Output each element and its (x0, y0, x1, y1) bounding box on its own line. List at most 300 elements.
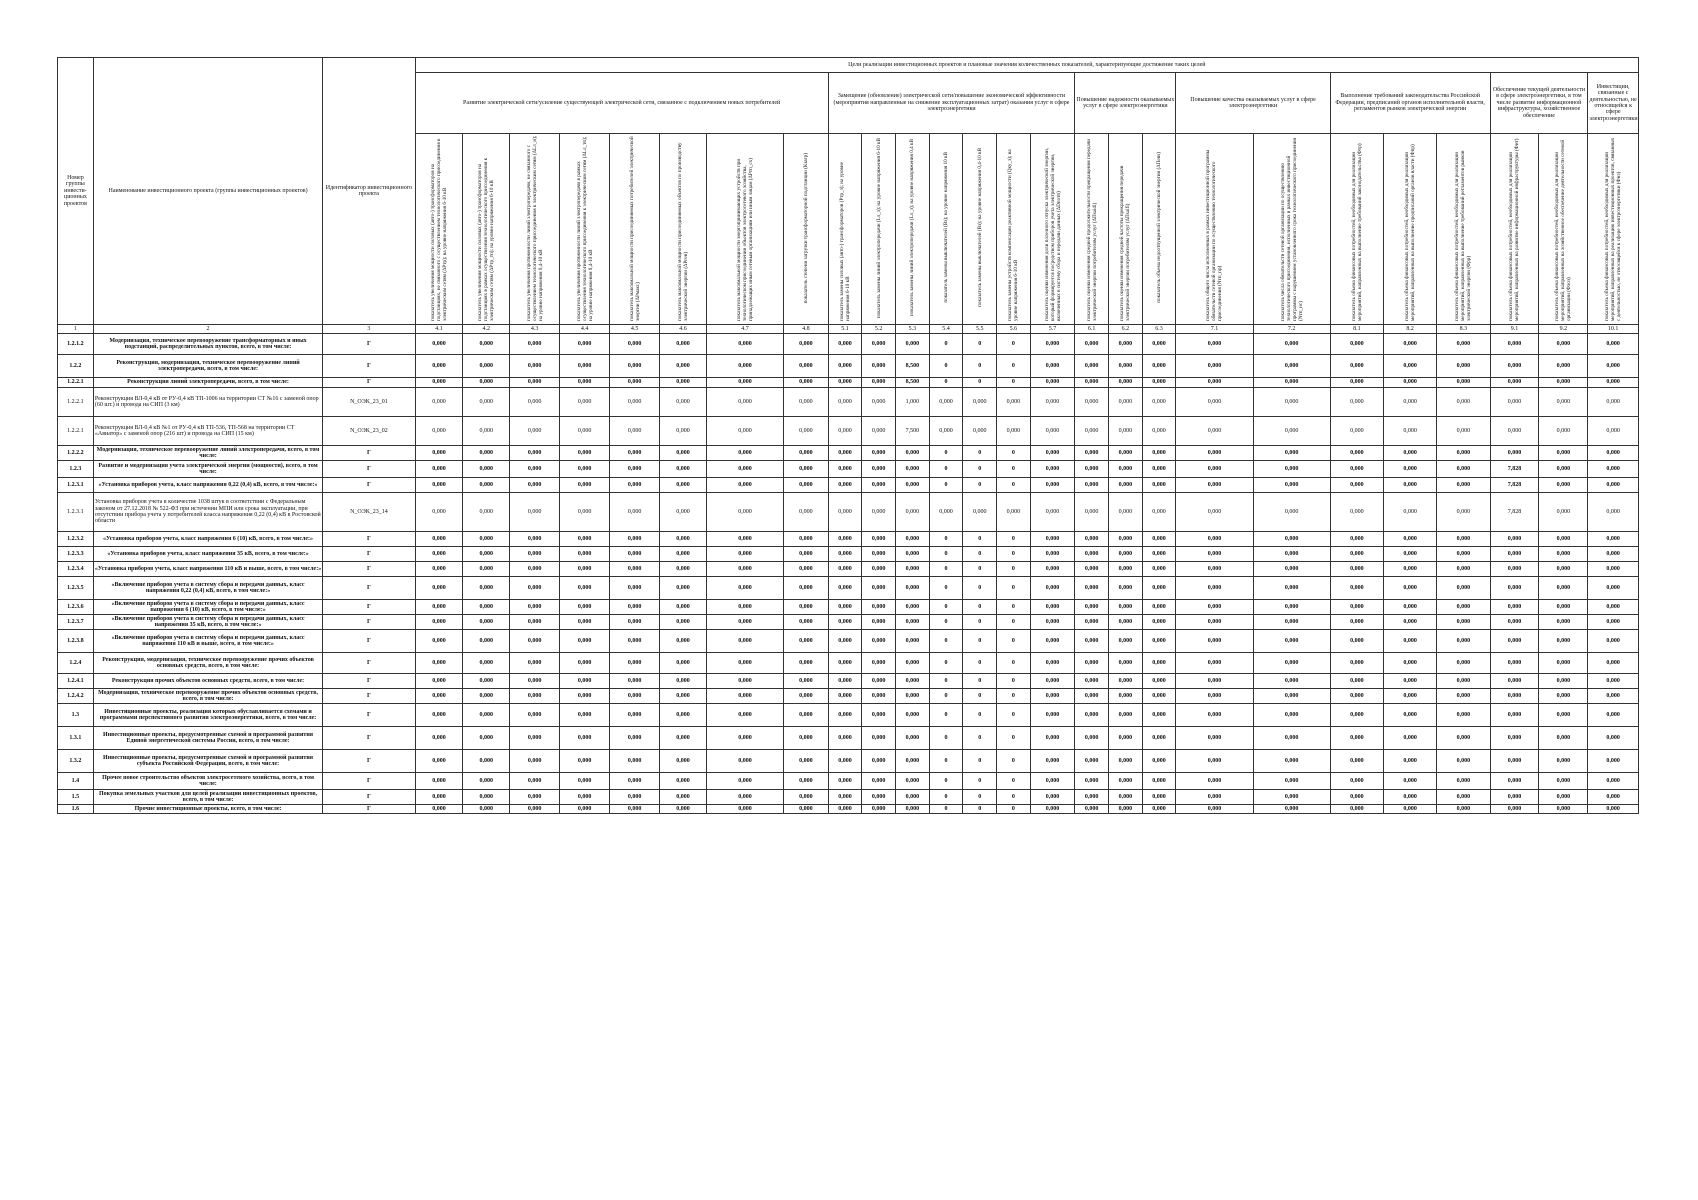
indicator-value: 0 (929, 600, 963, 615)
row-project-id: Г (323, 334, 415, 355)
indicator-value: 0,000 (1176, 653, 1253, 674)
indicator-value: 0 (929, 750, 963, 773)
column-number: 2 (93, 325, 322, 334)
indicator-value: 0,000 (660, 727, 707, 750)
header-indicator (997, 134, 1031, 325)
indicator-value: 0 (963, 446, 997, 461)
indicator-value: 0,000 (862, 577, 896, 600)
indicator-value: 0,000 (1109, 674, 1143, 689)
indicator-value: 0,000 (560, 727, 610, 750)
indicator-value: 8,500 (896, 378, 930, 388)
indicator-value: 0,000 (1539, 577, 1588, 600)
indicator-value: 0,000 (1539, 727, 1588, 750)
indicator-value: 0,000 (610, 446, 660, 461)
indicator-value: 0,000 (706, 704, 783, 727)
indicator-value: 0,000 (784, 630, 829, 653)
column-number: 5.2 (862, 325, 896, 334)
indicator-value: 0,000 (415, 750, 463, 773)
indicator-value: 0,000 (1030, 461, 1075, 478)
indicator-value: 0,000 (1330, 446, 1383, 461)
indicator-value: 0,000 (1109, 388, 1143, 417)
indicator-value: 0,000 (929, 417, 963, 446)
indicator-value: 0,000 (862, 773, 896, 790)
indicator-value: 0,000 (1588, 674, 1639, 689)
indicator-value: 0,000 (463, 674, 510, 689)
indicator-value: 0,000 (1253, 461, 1330, 478)
indicator-value: 0,000 (784, 355, 829, 378)
indicator-value: 0,000 (1142, 446, 1176, 461)
indicator-value: 0,000 (610, 334, 660, 355)
table-row (58, 547, 1639, 562)
indicator-value: 0 (929, 547, 963, 562)
row-project-id: Г (323, 727, 415, 750)
indicator-value: 0,000 (1384, 355, 1437, 378)
indicator-value: 0,000 (1142, 689, 1176, 704)
indicator-value: 0,000 (1253, 704, 1330, 727)
indicator-value: 0,000 (828, 478, 862, 493)
indicator-value: 0,000 (828, 446, 862, 461)
indicator-value: 0,000 (1176, 773, 1253, 790)
indicator-value: 0,000 (1490, 446, 1539, 461)
indicator-value: 0,000 (560, 630, 610, 653)
indicator-value: 0,000 (1588, 750, 1639, 773)
row-project-name: Инвестиционные проекты, предусмотренные схемой и программой развития Единой энергетической системы России, всего, в том числе: (93, 727, 322, 750)
indicator-label: показатель замены выключателей (Вз); на уровне напряжения 0,4-10 кВ (976, 148, 983, 308)
indicator-value: 0,000 (706, 461, 783, 478)
column-number: 8.3 (1437, 325, 1490, 334)
indicator-value: 0,000 (1075, 417, 1109, 446)
row-number: 1.2.3.4 (58, 562, 94, 577)
indicator-value: 0,000 (1109, 532, 1143, 547)
indicator-value: 0,000 (1437, 388, 1490, 417)
column-number: 4.6 (660, 325, 707, 334)
indicator-value: 0,000 (784, 773, 829, 790)
indicator-value: 0 (963, 653, 997, 674)
indicator-value: 0,000 (1142, 388, 1176, 417)
column-number: 5.5 (963, 325, 997, 334)
indicator-value: 0,000 (415, 378, 463, 388)
indicator-value: 0,000 (510, 378, 560, 388)
indicator-value: 0,000 (660, 532, 707, 547)
table-row (58, 493, 1639, 532)
indicator-value: 0,000 (784, 727, 829, 750)
indicator-value: 0,000 (1437, 547, 1490, 562)
indicator-value: 0,000 (828, 461, 862, 478)
indicator-value: 0,000 (560, 750, 610, 773)
indicator-value: 0,000 (784, 478, 829, 493)
row-project-name: «Включение приборов учета в систему сбора и передачи данных, класс напряжения 110 кВ и выше, всего, в том числе:» (93, 630, 322, 653)
table-row (58, 378, 1639, 388)
indicator-value: 0,000 (1075, 378, 1109, 388)
row-number: 1.6 (58, 805, 94, 814)
indicator-value: 0,000 (1588, 630, 1639, 653)
indicator-value: 0,000 (706, 334, 783, 355)
indicator-value: 0,000 (1588, 562, 1639, 577)
indicator-label: показатель степени загрузки трансформаторной подстанции (Кзагр) (802, 152, 809, 303)
row-project-id: Г (323, 461, 415, 478)
row-number: 1.2.1.2 (58, 334, 94, 355)
indicator-value: 0,000 (1437, 615, 1490, 630)
indicator-value: 0,000 (1142, 478, 1176, 493)
indicator-value: 0,000 (1030, 630, 1075, 653)
indicator-value: 0,000 (1253, 334, 1330, 355)
indicator-value: 0,000 (828, 653, 862, 674)
indicator-value: 0,000 (862, 600, 896, 615)
indicator-value: 0,000 (1384, 790, 1437, 805)
row-project-id: Г (323, 805, 415, 814)
indicator-value: 0,000 (463, 773, 510, 790)
indicator-value: 0,000 (1437, 600, 1490, 615)
indicator-value: 0,000 (1109, 562, 1143, 577)
indicator-value: 0,000 (1490, 388, 1539, 417)
row-project-name: «Включение приборов учета в систему сбора и передачи данных, класс напряжения 0,22 (0,4) кВ, всего, в том числе:» (93, 577, 322, 600)
row-number: 1.2.2.1 (58, 378, 94, 388)
indicator-value: 0,000 (1176, 461, 1253, 478)
indicator-value: 0,000 (1030, 805, 1075, 814)
indicator-value: 0,000 (1330, 727, 1383, 750)
indicator-value: 0,000 (510, 653, 560, 674)
indicator-value: 0,000 (560, 577, 610, 600)
indicator-value: 0,000 (706, 417, 783, 446)
indicator-value: 0,000 (1142, 653, 1176, 674)
indicator-value: 0,000 (1384, 600, 1437, 615)
header-indicator (1330, 134, 1383, 325)
indicator-value: 0,000 (1075, 653, 1109, 674)
indicator-value: 0,000 (415, 562, 463, 577)
indicator-value: 0 (929, 562, 963, 577)
header-indicator (610, 134, 660, 325)
indicator-value: 0,000 (1109, 378, 1143, 388)
row-project-id: Г (323, 653, 415, 674)
indicator-value: 0,000 (1588, 446, 1639, 461)
indicator-value: 0,000 (862, 674, 896, 689)
indicator-value: 0,000 (862, 378, 896, 388)
row-number: 1.2.2.2 (58, 446, 94, 461)
indicator-value: 0,000 (1030, 355, 1075, 378)
indicator-value: 0,000 (510, 461, 560, 478)
indicator-value: 0,000 (1588, 388, 1639, 417)
indicator-value: 0,000 (1490, 547, 1539, 562)
indicator-value: 0 (997, 334, 1031, 355)
indicator-value: 0 (963, 461, 997, 478)
indicator-value: 0,000 (610, 805, 660, 814)
indicator-value: 0,000 (1588, 547, 1639, 562)
indicator-value: 0,000 (1490, 773, 1539, 790)
indicator-value: 0,000 (1253, 355, 1330, 378)
header-indicator (1490, 134, 1539, 325)
indicator-value: 0,000 (560, 388, 610, 417)
indicator-value: 0,000 (1030, 750, 1075, 773)
indicator-value: 0,000 (1176, 388, 1253, 417)
indicator-value: 0,000 (828, 773, 862, 790)
indicator-value: 0,000 (610, 493, 660, 532)
header-indicator (862, 134, 896, 325)
indicator-value: 0,000 (862, 750, 896, 773)
row-project-id: Г (323, 790, 415, 805)
indicator-value: 0 (929, 334, 963, 355)
indicator-value: 0,000 (1109, 727, 1143, 750)
indicator-value: 0 (929, 790, 963, 805)
column-number: 8.1 (1330, 325, 1383, 334)
indicator-value: 0,000 (560, 653, 610, 674)
indicator-value: 0,000 (1030, 689, 1075, 704)
indicator-value: 0 (997, 478, 1031, 493)
indicator-value: 0,000 (828, 630, 862, 653)
indicator-value: 0,000 (862, 547, 896, 562)
indicator-value: 0,000 (1253, 417, 1330, 446)
indicator-value: 0,000 (510, 790, 560, 805)
indicator-value: 0 (997, 689, 1031, 704)
indicator-value: 0,000 (1176, 532, 1253, 547)
indicator-value: 0,000 (660, 461, 707, 478)
indicator-value: 0,000 (1539, 461, 1588, 478)
indicator-value: 0,000 (1539, 547, 1588, 562)
indicator-value: 0,000 (560, 461, 610, 478)
indicator-value: 0,000 (784, 532, 829, 547)
indicator-value: 0,000 (1075, 562, 1109, 577)
header-goal-group: Выполнение требований законодательства Российской Федерации, предписаний органов исполнительной власти, регламентов рынков электрической энергии (1330, 73, 1490, 134)
indicator-value: 0,000 (660, 790, 707, 805)
indicator-value: 0,000 (660, 355, 707, 378)
indicator-value: 0,000 (1437, 704, 1490, 727)
indicator-value: 0,000 (610, 750, 660, 773)
indicator-value: 0,000 (415, 805, 463, 814)
row-number: 1.4 (58, 773, 94, 790)
indicator-value: 0,000 (706, 805, 783, 814)
indicator-value: 0,000 (862, 355, 896, 378)
indicator-value: 0,000 (610, 674, 660, 689)
indicator-value: 0,000 (1075, 532, 1109, 547)
table-row (58, 630, 1639, 653)
indicator-value: 0,000 (1384, 547, 1437, 562)
indicator-value: 0,000 (1253, 653, 1330, 674)
indicator-value: 0,000 (660, 446, 707, 461)
indicator-value: 0,000 (1588, 577, 1639, 600)
indicator-value: 0,000 (1330, 388, 1383, 417)
indicator-value: 0,000 (1030, 674, 1075, 689)
column-number: 10.1 (1588, 325, 1639, 334)
indicator-value: 0,000 (1384, 461, 1437, 478)
indicator-value: 0,000 (1437, 478, 1490, 493)
indicator-value: 0,000 (1109, 417, 1143, 446)
row-number: 1.2.3.2 (58, 532, 94, 547)
indicator-value: 0,000 (1142, 790, 1176, 805)
indicator-value: 0,000 (1075, 478, 1109, 493)
indicator-value: 0,000 (896, 600, 930, 615)
header-project-id: Идентификатор инвестиционного проекта (323, 58, 415, 325)
indicator-value: 0,000 (1142, 334, 1176, 355)
indicator-value: 0,000 (1330, 600, 1383, 615)
indicator-value: 0,000 (1253, 805, 1330, 814)
indicator-value: 0,000 (1539, 417, 1588, 446)
indicator-value: 0,000 (1539, 378, 1588, 388)
indicator-value: 0,000 (463, 630, 510, 653)
indicator-value: 0,000 (1109, 355, 1143, 378)
indicator-value: 0,000 (896, 630, 930, 653)
indicator-value: 0 (963, 615, 997, 630)
indicator-value: 0,000 (784, 577, 829, 600)
indicator-label: показатель объема финансовых потребностей, необходимых для реализации мероприятий, направленных на хозяйственное обеспечение деятельности сетевой организации (Фхоз) (1554, 139, 1573, 321)
indicator-value: 0,000 (1330, 532, 1383, 547)
indicator-value: 0,000 (560, 674, 610, 689)
indicator-value: 0,000 (560, 790, 610, 805)
indicator-value: 0,000 (896, 532, 930, 547)
row-project-name: Реконструкция ВЛ-0,4 кВ №1 от РУ-0,4 кВ ТП-536, ТП-568 на территории СТ «Авиатор» с заменой опор (216 шт) и провода на СИП (15 км) (93, 417, 322, 446)
indicator-value: 0,000 (1490, 790, 1539, 805)
indicator-value: 0,000 (896, 674, 930, 689)
indicator-label: показатель объема недоотпущенной электрической энергии (ΔПens) (1156, 152, 1163, 304)
indicator-value: 0,000 (1176, 493, 1253, 532)
indicator-value: 0,000 (1030, 727, 1075, 750)
indicator-value: 0,000 (415, 446, 463, 461)
indicator-value: 0,000 (1490, 727, 1539, 750)
indicator-value: 0,000 (1109, 547, 1143, 562)
indicator-value: 0,000 (784, 615, 829, 630)
indicator-value: 0,000 (1253, 378, 1330, 388)
indicator-value: 0,000 (415, 630, 463, 653)
indicator-value: 7,828 (1490, 461, 1539, 478)
indicator-value: 0 (963, 689, 997, 704)
table-row (58, 689, 1639, 704)
indicator-value: 0,000 (510, 493, 560, 532)
indicator-value: 0,000 (560, 805, 610, 814)
indicator-value: 0 (929, 378, 963, 388)
indicator-value: 0,000 (1384, 388, 1437, 417)
row-project-id: Г (323, 378, 415, 388)
indicator-value: 0,000 (1142, 461, 1176, 478)
indicator-value: 0,000 (415, 478, 463, 493)
indicator-value: 0,000 (1330, 630, 1383, 653)
indicator-value: 0,000 (660, 630, 707, 653)
indicator-value: 0,000 (706, 446, 783, 461)
indicator-label: показатель объема финансовых потребностей, необходимых для реализации мероприятий, направленных на выполнение предписаний органов власти (Фпр) (1404, 144, 1417, 321)
indicator-value: 0,000 (1075, 790, 1109, 805)
indicator-value: 0 (929, 689, 963, 704)
header-goal-group: Обеспечение текущей деятельности в сфере электроэнергетики, в том числе развитие информационной инфраструктуры, хозяйственное обеспечение (1490, 73, 1588, 134)
indicator-value: 0,000 (1075, 727, 1109, 750)
indicator-value: 0,000 (1588, 773, 1639, 790)
column-number: 8.2 (1384, 325, 1437, 334)
indicator-value: 0,000 (1437, 689, 1490, 704)
indicator-value: 0,000 (1539, 388, 1588, 417)
indicator-value: 0,000 (1030, 615, 1075, 630)
indicator-value: 0,000 (1437, 630, 1490, 653)
indicator-value: 0,000 (828, 547, 862, 562)
indicator-value: 0,000 (1253, 790, 1330, 805)
indicator-value: 0,000 (784, 334, 829, 355)
row-project-name: «Включение приборов учета в систему сбора и передачи данных, класс напряжения 6 (10) кВ, всего, в том числе:» (93, 600, 322, 615)
indicator-value: 0,000 (560, 689, 610, 704)
header-indicator (1588, 134, 1639, 325)
indicator-value: 0,000 (1253, 547, 1330, 562)
indicator-value: 0,000 (1384, 577, 1437, 600)
indicator-value: 0,000 (1142, 674, 1176, 689)
indicator-value: 0 (963, 704, 997, 727)
indicator-value: 0,000 (1437, 750, 1490, 773)
indicator-value: 0,000 (784, 689, 829, 704)
indicator-value: 0,000 (784, 446, 829, 461)
indicator-value: 0,000 (1142, 704, 1176, 727)
indicator-value: 0,000 (862, 532, 896, 547)
indicator-value: 0,000 (1539, 773, 1588, 790)
indicator-value: 0,000 (1142, 727, 1176, 750)
indicator-value: 0,000 (1330, 378, 1383, 388)
indicator-value: 0,000 (610, 790, 660, 805)
header-goal-group: Повышение качества оказываемых услуг в сфере электроэнергетики (1176, 73, 1330, 134)
indicator-label: показатель объема финансовых потребностей, необходимых для реализации мероприятий, направленных на выполнение требований регламентов рынков электрической энергии (Фрр) (1454, 150, 1473, 321)
indicator-value: 0,000 (1330, 547, 1383, 562)
indicator-value: 0,000 (1490, 355, 1539, 378)
indicator-value: 0,000 (560, 532, 610, 547)
indicator-value: 0,000 (1030, 704, 1075, 727)
indicator-value: 0,000 (1109, 461, 1143, 478)
row-project-name: Установка приборов учета в количестве 1038 штук в соответствии с Федеральным законом от 27.12.2018 № 522-ФЗ при истечении МПИ или срока эксплуатации, при отсутствии прибора учета у потребителей класса напряжения 0,22 (0,4) кВ в Ростовской области (93, 493, 322, 532)
header-indicator (1109, 134, 1143, 325)
indicator-value: 0,000 (1176, 727, 1253, 750)
indicator-value: 0,000 (1490, 704, 1539, 727)
indicator-value: 0,000 (560, 493, 610, 532)
indicator-value: 0,000 (610, 478, 660, 493)
indicator-value: 0,000 (1176, 334, 1253, 355)
row-project-name: «Установка приборов учета, класс напряжения 6 (10) кВ, всего, в том числе:» (93, 532, 322, 547)
indicator-value: 0,000 (560, 355, 610, 378)
indicator-value: 0,000 (1142, 417, 1176, 446)
indicator-value: 0,000 (706, 790, 783, 805)
indicator-value: 0,000 (1075, 493, 1109, 532)
indicator-value: 0,000 (862, 388, 896, 417)
indicator-value: 0 (963, 630, 997, 653)
indicator-value: 0,000 (784, 461, 829, 478)
indicator-value: 0,000 (1176, 750, 1253, 773)
indicator-value: 0,000 (1253, 388, 1330, 417)
indicator-value: 0,000 (1253, 446, 1330, 461)
header-indicator (963, 134, 997, 325)
indicator-value: 0,000 (1330, 577, 1383, 600)
indicator-value: 0,000 (1075, 615, 1109, 630)
indicator-value: 0,000 (415, 773, 463, 790)
indicator-value: 0,000 (1384, 630, 1437, 653)
header-indicator (1539, 134, 1588, 325)
indicator-value: 0,000 (1437, 461, 1490, 478)
indicator-value: 0,000 (1109, 750, 1143, 773)
column-number: 4.1 (415, 325, 463, 334)
indicator-value: 0,000 (1075, 547, 1109, 562)
indicator-value: 0,000 (1384, 805, 1437, 814)
row-project-id: Г (323, 704, 415, 727)
indicator-value: 0,000 (463, 532, 510, 547)
indicator-value: 0,000 (510, 600, 560, 615)
indicator-label: показатель числа обязательств сетевой организации по осуществлению технологического присоединения, исполненных в рамках инвестиционной программы с нарушением установленного срока технологического присоединения (Nтп_нс) (1279, 137, 1304, 321)
indicator-value: 0,000 (828, 355, 862, 378)
indicator-value: 0,000 (1142, 562, 1176, 577)
indicator-value: 0,000 (610, 577, 660, 600)
indicator-value: 0,000 (862, 334, 896, 355)
row-project-id: Г (323, 446, 415, 461)
indicator-value: 0,000 (463, 615, 510, 630)
indicator-value: 0,000 (997, 493, 1031, 532)
indicator-value: 0,000 (1030, 790, 1075, 805)
indicator-value: 0,000 (1142, 630, 1176, 653)
indicator-label: показатель увеличения мощности силовых (авто-) трансформаторов на подстанциях в рамках осуществления технологического присоединения к электрическим сетям (ΔPтр_тп); на уровне напряжения 6-10 кВ (477, 157, 496, 321)
indicator-value: 0,000 (610, 727, 660, 750)
indicator-value: 0,000 (784, 493, 829, 532)
indicator-value: 0,000 (1384, 532, 1437, 547)
row-project-name: Покупка земельных участков для целей реализации инвестиционных проектов, всего, в том числе: (93, 790, 322, 805)
indicator-value: 0 (997, 562, 1031, 577)
indicator-value: 0,000 (896, 790, 930, 805)
indicator-value: 0,000 (1075, 674, 1109, 689)
indicator-value: 0,000 (1075, 704, 1109, 727)
